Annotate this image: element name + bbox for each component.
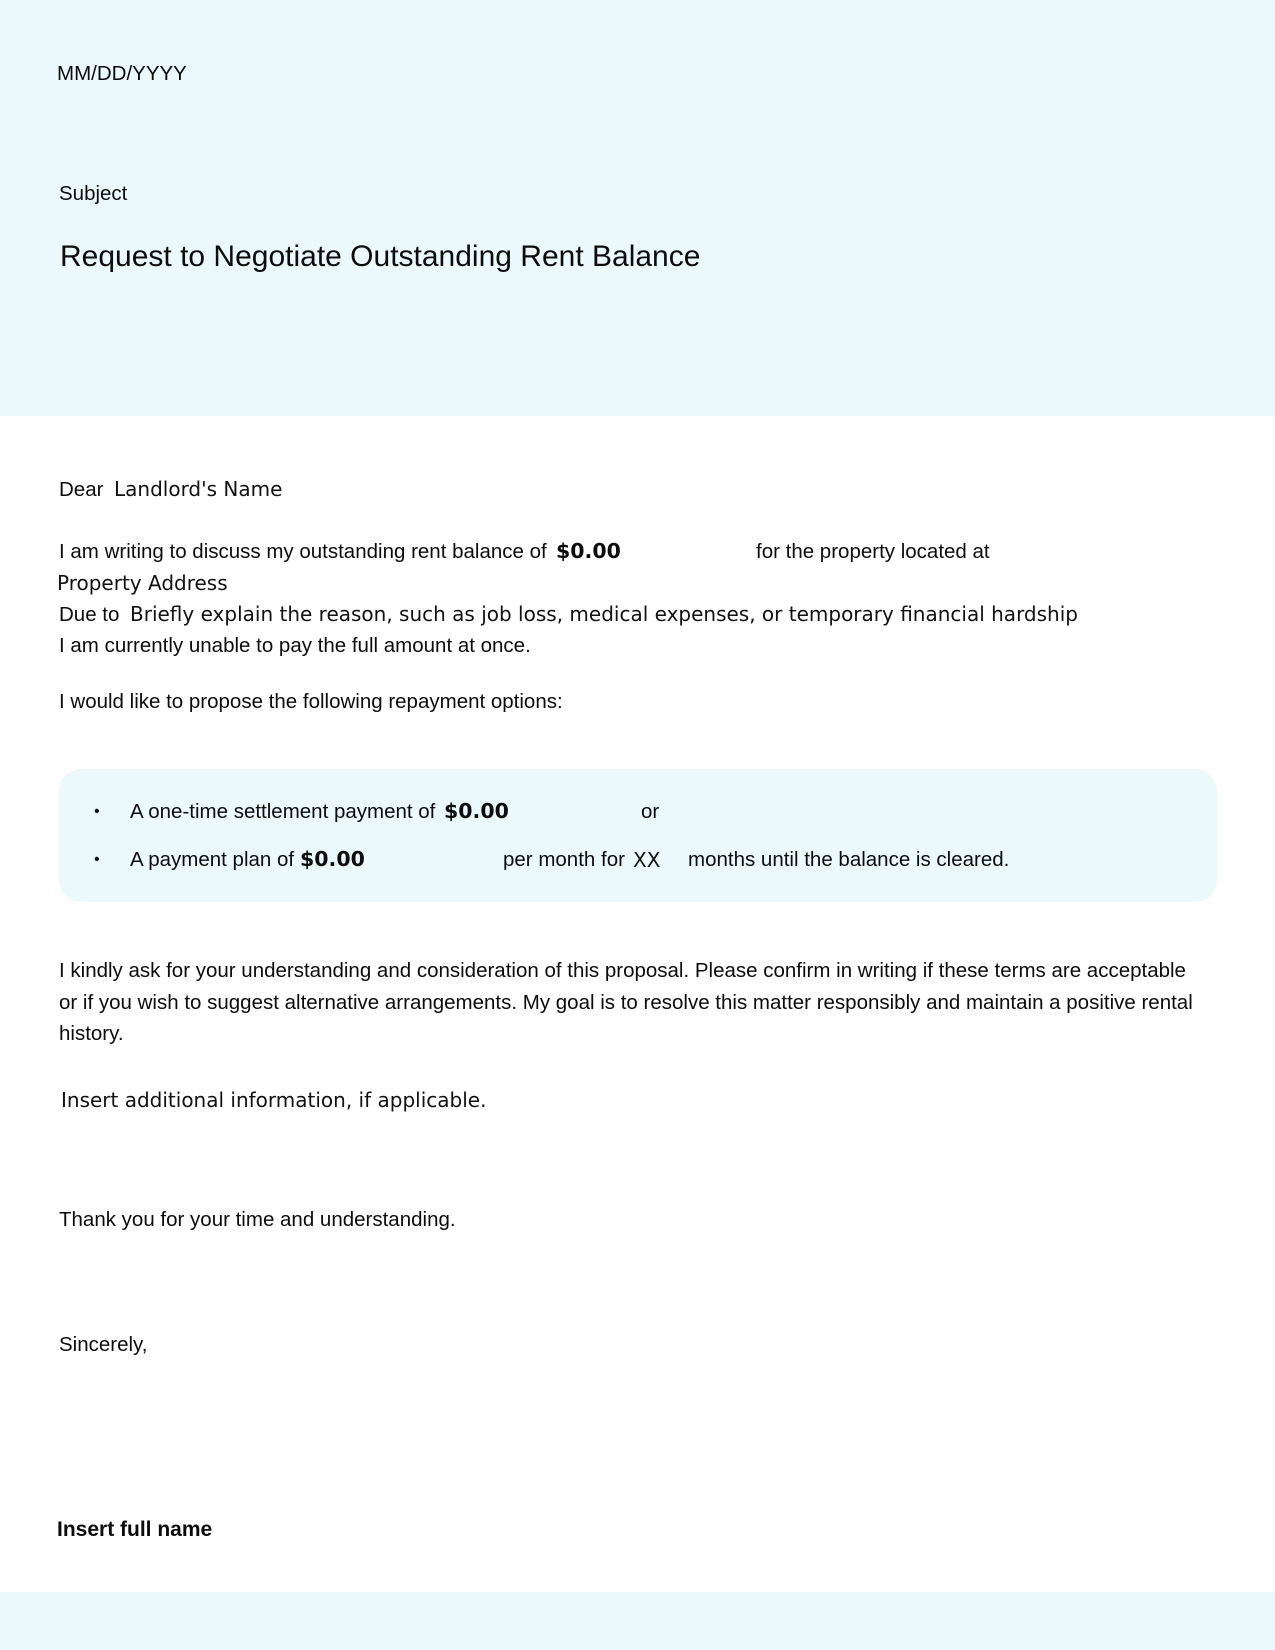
reason-field[interactable]: Briefly explain the reason, such as job loss, medical expenses, or temporary financial hardship xyxy=(130,602,1078,626)
bullet-icon: • xyxy=(94,851,100,868)
signoff: Sincerely, xyxy=(59,1333,148,1356)
salutation: Dear xyxy=(59,478,104,501)
unable-line: I am currently unable to pay the full amount at once. xyxy=(59,634,531,657)
intro-suffix: for the property located at xyxy=(756,540,990,563)
page-title[interactable]: Request to Negotiate Outstanding Rent Balance xyxy=(60,240,701,273)
due-to-label: Due to xyxy=(59,603,120,626)
footer-band xyxy=(0,1592,1275,1650)
intro-text: I am writing to discuss my outstanding rent balance of xyxy=(59,540,547,563)
thanks-line: Thank you for your time and understanding. xyxy=(59,1208,456,1231)
plan-amount-field[interactable]: $0.00 xyxy=(300,847,365,871)
additional-info-field[interactable]: Insert additional information, if applicable. xyxy=(61,1088,487,1112)
plan-text: A payment plan of xyxy=(130,848,295,871)
closing-paragraph: I kindly ask for your understanding and consideration of this proposal. Please confirm in writing if these terms are acceptable or if you wish to suggest alternative arrangements. My goal is to resolve this matter responsibly and maintain a positive rental history. xyxy=(59,959,1193,1045)
subject-label: Subject xyxy=(59,182,128,205)
plan-suffix-text: months until the balance is cleared. xyxy=(688,848,1010,871)
settlement-or: or xyxy=(641,800,660,823)
landlord-name-field[interactable]: Landlord's Name xyxy=(114,477,283,501)
bullet-icon: • xyxy=(94,803,100,820)
propose-line: I would like to propose the following repayment options: xyxy=(59,690,563,713)
header-band xyxy=(0,0,1275,416)
date-field[interactable]: MM/DD/YYYY xyxy=(57,62,187,85)
property-address-field[interactable]: Property Address xyxy=(57,571,228,595)
repayment-options-box xyxy=(59,769,1217,902)
plan-months-field[interactable]: XX xyxy=(633,848,661,872)
balance-amount-field[interactable]: $0.00 xyxy=(556,539,621,563)
settlement-amount-field[interactable]: $0.00 xyxy=(444,799,509,823)
full-name-field[interactable]: Insert full name xyxy=(57,1518,213,1541)
plan-middle-text: per month for xyxy=(503,848,625,871)
settlement-text: A one-time settlement payment of xyxy=(130,800,436,823)
